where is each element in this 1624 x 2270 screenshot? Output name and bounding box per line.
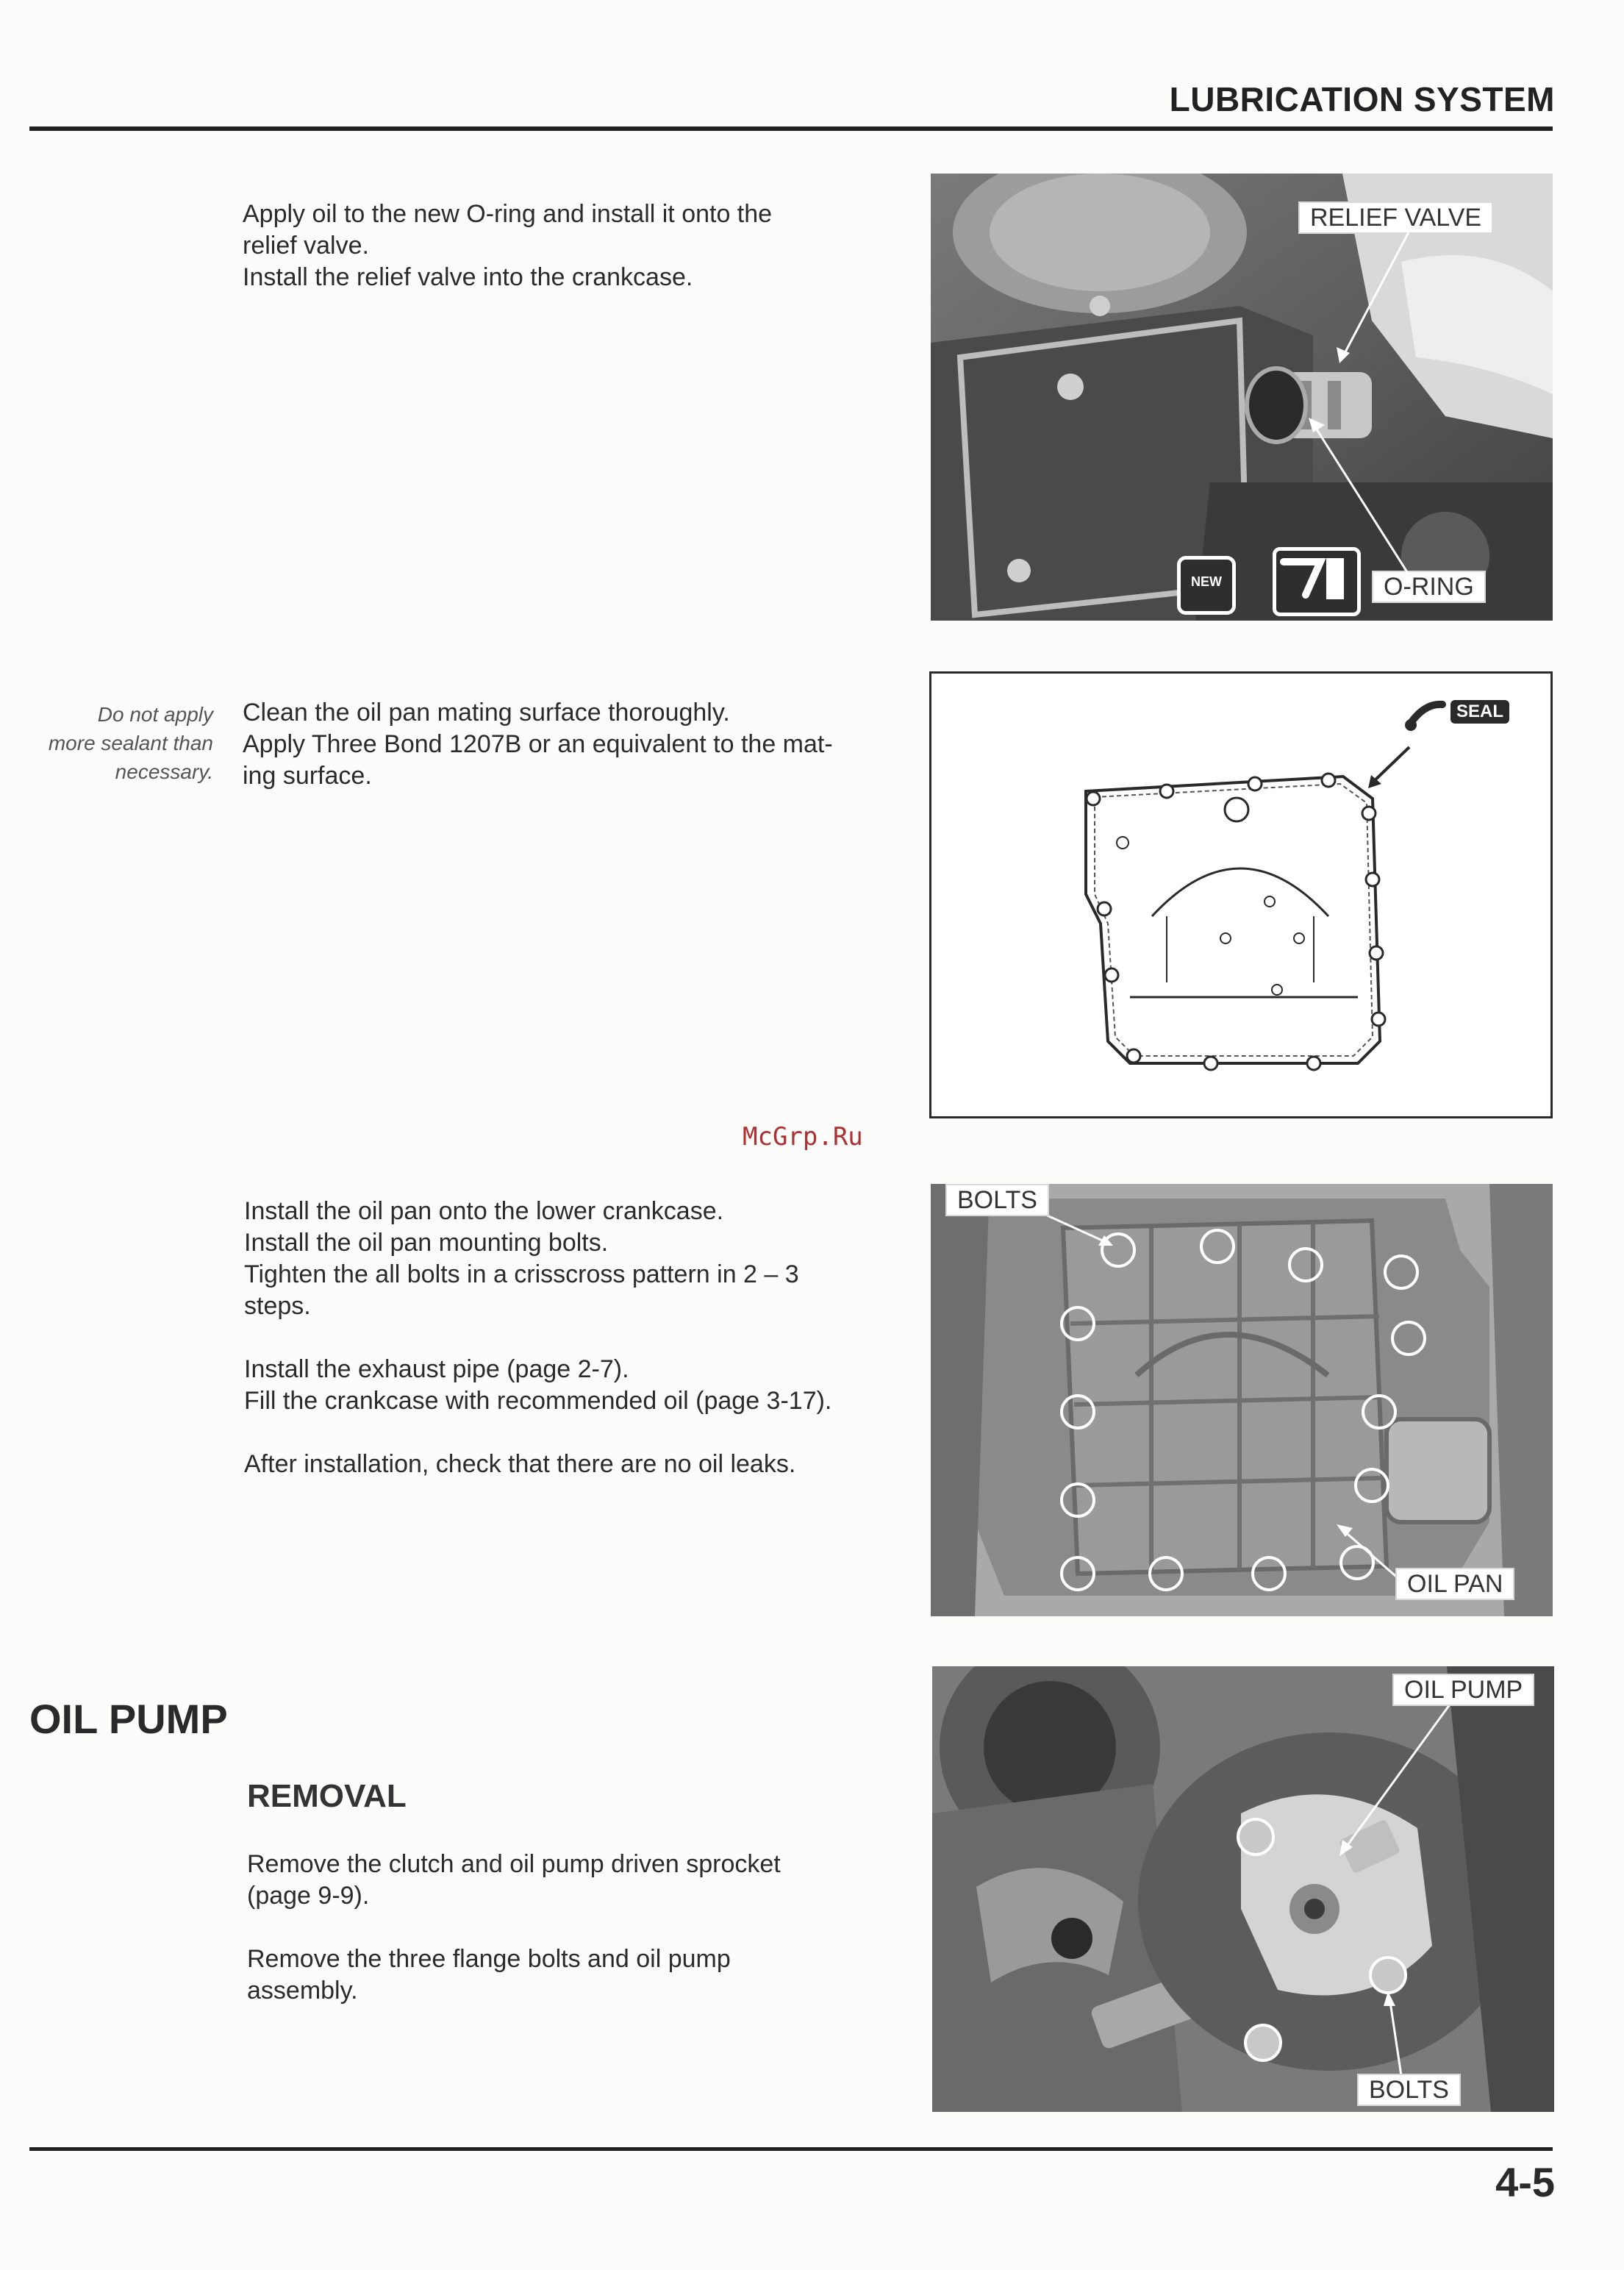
- sealant-side-note: [15, 700, 213, 786]
- sealant-instructions: [243, 697, 904, 792]
- sealant-tube-icon: [1402, 696, 1446, 732]
- note-line: Do not apply: [97, 703, 213, 726]
- bolts-callout: BOLTS: [945, 1184, 1049, 1216]
- header-rule: [29, 126, 1553, 131]
- o-ring-callout: O-RING: [1372, 571, 1486, 603]
- oil-pan-install-instructions: [244, 1196, 906, 1480]
- oil-pump-photo: [932, 1666, 1554, 2112]
- spacer: [247, 1912, 909, 1944]
- spacer: [244, 1417, 906, 1449]
- footer-rule: [29, 2147, 1553, 2151]
- oil-pump-callout: OIL PUMP: [1392, 1674, 1534, 1706]
- new-part-icon: NEW: [1177, 556, 1236, 615]
- spacer: [244, 1322, 906, 1354]
- text-line: Clean the oil pan mating surface thoroughly.: [243, 699, 730, 727]
- seal-badge: SEAL: [1450, 700, 1509, 724]
- oil-pan-bolts-photo: [931, 1184, 1553, 1616]
- relief-valve-callout: RELIEF VALVE: [1298, 201, 1493, 234]
- removal-subtitle: REMOVAL: [247, 1778, 407, 1814]
- text-line: relief valve.: [243, 232, 369, 260]
- section-header-title: LUBRICATION SYSTEM: [1169, 80, 1555, 118]
- text-line: Install the relief valve into the crankcase.: [243, 263, 693, 291]
- relief-valve-instructions: [243, 199, 890, 293]
- text-line: assembly.: [247, 1977, 358, 2005]
- text-line: ing surface.: [243, 762, 372, 790]
- text-line: Remove the clutch and oil pump driven sprocket: [247, 1850, 781, 1878]
- oil-pump-removal-instructions: [247, 1849, 909, 2007]
- page-number: 4-5: [1495, 2159, 1555, 2205]
- text-line: (page 9-9).: [247, 1882, 370, 1910]
- relief-valve-photo: [931, 174, 1553, 621]
- text-line: Install the oil pan mounting bolts.: [244, 1229, 609, 1257]
- text-line: steps.: [244, 1292, 311, 1320]
- text-line: Remove the three flange bolts and oil pump: [247, 1945, 731, 1973]
- text-line: After installation, check that there are no oil leaks.: [244, 1450, 796, 1478]
- oil-icon: [1273, 547, 1361, 616]
- note-line: necessary.: [115, 760, 213, 783]
- oil-pan-callout: OIL PAN: [1395, 1568, 1514, 1600]
- text-line: Tighten the all bolts in a crisscross pattern in 2 – 3: [244, 1260, 799, 1288]
- text-line: Apply oil to the new O-ring and install it onto the: [243, 200, 773, 228]
- text-line: Install the oil pan onto the lower crankcase.: [244, 1197, 724, 1225]
- callout-leader-lines: [931, 174, 1553, 621]
- text-line: Fill the crankcase with recommended oil (page 3-17).: [244, 1387, 832, 1415]
- text-line: Install the exhaust pipe (page 2-7).: [244, 1355, 629, 1383]
- pump-bolts-callout: BOLTS: [1357, 2074, 1461, 2106]
- oil-pan-sealant-diagram: [929, 671, 1553, 1118]
- note-line: more sealant than: [48, 732, 213, 754]
- site-watermark: McGrp.Ru: [743, 1122, 863, 1152]
- text-line: Apply Three Bond 1207B or an equivalent to the mat-: [243, 730, 833, 758]
- oil-pump-section-title: OIL PUMP: [29, 1696, 228, 1742]
